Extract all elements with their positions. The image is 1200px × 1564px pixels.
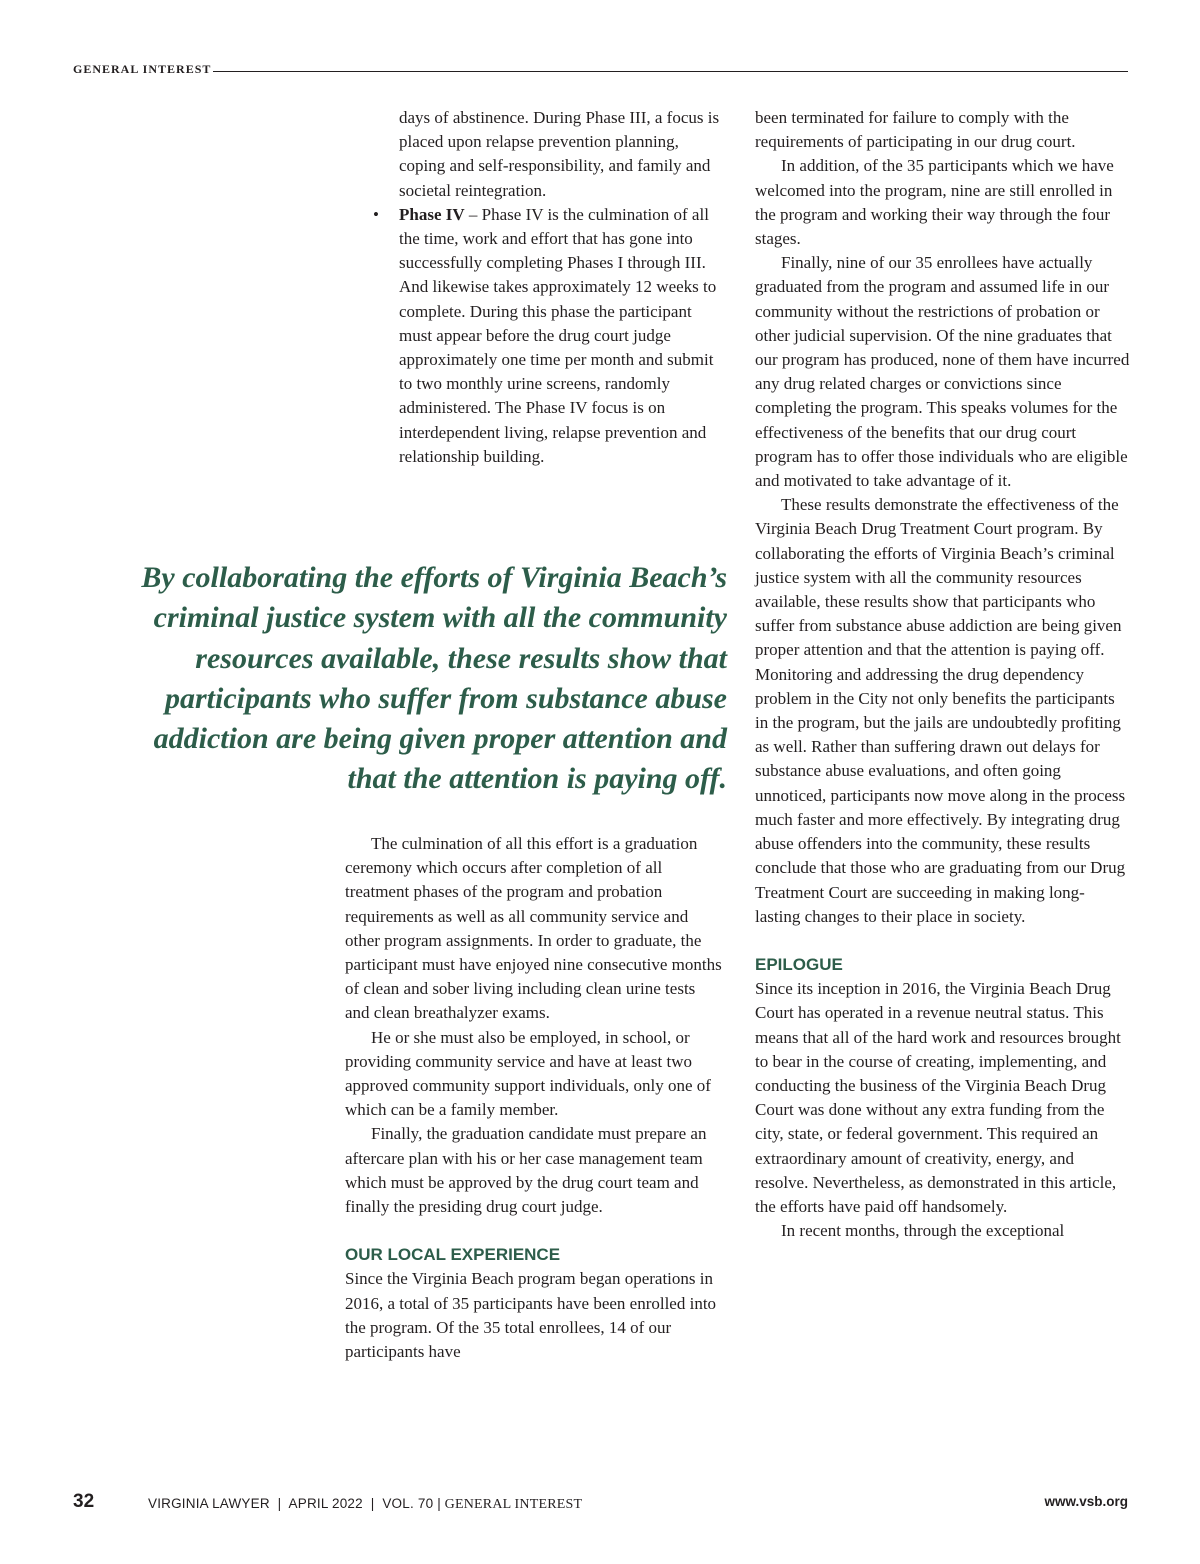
pull-quote: By collaborating the efforts of Virginia Beach’s criminal justice system with all the community resources available, these results show that participants who suffer from substance abuse addiction are being given proper attention and that the attention is paying off.: [141, 561, 727, 796]
column-right: [755, 106, 1130, 1243]
site-url[interactable]: www.vsb.org: [1044, 1494, 1128, 1509]
heading-epilogue: EPILOGUE: [755, 954, 843, 974]
bullet-dot-icon: •: [373, 204, 379, 224]
paragraph: Finally, nine of our 35 enrollees have actually graduated from the program and assumed life in our community without the restrictions of probation or other judicial supervision. Of the nine graduates that our program has produced, none of them have incurred any drug related charges or convictions since completing the program. This speaks volumes for the effectiveness of the benefits that our drug court program has to offer those individuals who are eligible and motivated to take advantage of it.: [755, 253, 1130, 491]
paragraph: been terminated for failure to comply with the requirements of participating in our drug court.: [755, 108, 1076, 152]
paragraph: In recent months, through the exceptional: [781, 1221, 1065, 1241]
paragraph: Since the Virginia Beach program began operations in 2016, a total of 35 participants have been enrolled into the program. Of the 35 total enrollees, 14 of our participants have: [345, 1269, 717, 1362]
paragraph: He or she must also be employed, in school, or providing community service and have at least two approved community support individuals, only one of which can be a family member.: [345, 1027, 711, 1120]
bullet-phase-iv: [373, 203, 723, 469]
paragraph: Finally, the graduation candidate must prepare an aftercare plan with his or her case management team which must be approved by the drug court team and finally the presiding drug court judge.: [345, 1124, 707, 1217]
section-label: GENERAL INTEREST: [73, 62, 212, 76]
column-left-bottom: [345, 832, 723, 1364]
footer-section: GENERAL INTEREST: [440, 1497, 583, 1512]
phase-iv-text: – Phase IV is the culmination of all the time, work and effort that has gone into successfully completing Phases I through III. And likewise takes approximately 12 weeks to complete. During this phase the participant must appear before the drug court judge approximately one time per month and submit to two monthly urine screens, randomly administered. The Phase IV focus is on interdependent living, relapse prevention and relationship building.: [399, 204, 717, 466]
paragraph: In addition, of the 35 participants which we have welcomed into the program, nine are still enrolled in the program and working their way through the four stages.: [755, 156, 1114, 249]
column-left-top: [373, 106, 723, 469]
paragraph: Since its inception in 2016, the Virginia Beach Drug Court has operated in a revenue neutral status. This means that all of the hard work and resources brought to bear in the course of creating, implementing, and conducting the business of the Virginia Beach Drug Court was done without any extra funding from the city, state, or federal government. This required an extraordinary amount of creativity, energy, and resolve. Nevertheless, as demonstrated in this article, the efforts have paid off handsomely.: [755, 979, 1121, 1216]
section-header: [73, 62, 1128, 77]
header-rule: [213, 71, 1128, 72]
phase-iii-continued: days of abstinence. During Phase III, a focus is placed upon relapse prevention planning, coping and self-responsibility, and family and societal reintegration.: [399, 108, 720, 200]
page-number: 32: [73, 1491, 95, 1512]
paragraph: The culmination of all this effort is a graduation ceremony which occurs after completion of all treatment phases of the program and probation requirements as well as all community service and other program assignments. In order to graduate, the participant must have enjoyed nine consecutive months of clean and sober living including clean urine tests and clean breathalyzer exams.: [345, 834, 722, 1023]
phase-iv-label: Phase IV: [399, 204, 465, 224]
publication-info: [148, 1496, 582, 1513]
paragraph: These results demonstrate the effectiveness of the Virginia Beach Drug Treatment Court program. By collaborating the efforts of Virginia Beach’s criminal justice system with all the community resources available, these results show that participants who suffer from substance abuse addiction are being given proper attention and that the attention is paying off. Monitoring and addressing the drug dependency problem in the City not only benefits the participants in the program, but the jails are undoubtedly profiting as well. Rather than suffering drawn out delays for substance abuse evaluations, and often going unnoticed, participants now move along in the process much faster and more effectively. By integrating drug abuse offenders into the community, these results conclude that those who are graduating from our Drug Treatment Court are succeeding in making long-lasting changes to their place in society.: [755, 495, 1126, 926]
heading-local-experience: OUR LOCAL EXPERIENCE: [345, 1245, 561, 1265]
publication-title: VIRGINIA LAWYER | APRIL 2022 | VOL. 70 |: [148, 1496, 441, 1511]
